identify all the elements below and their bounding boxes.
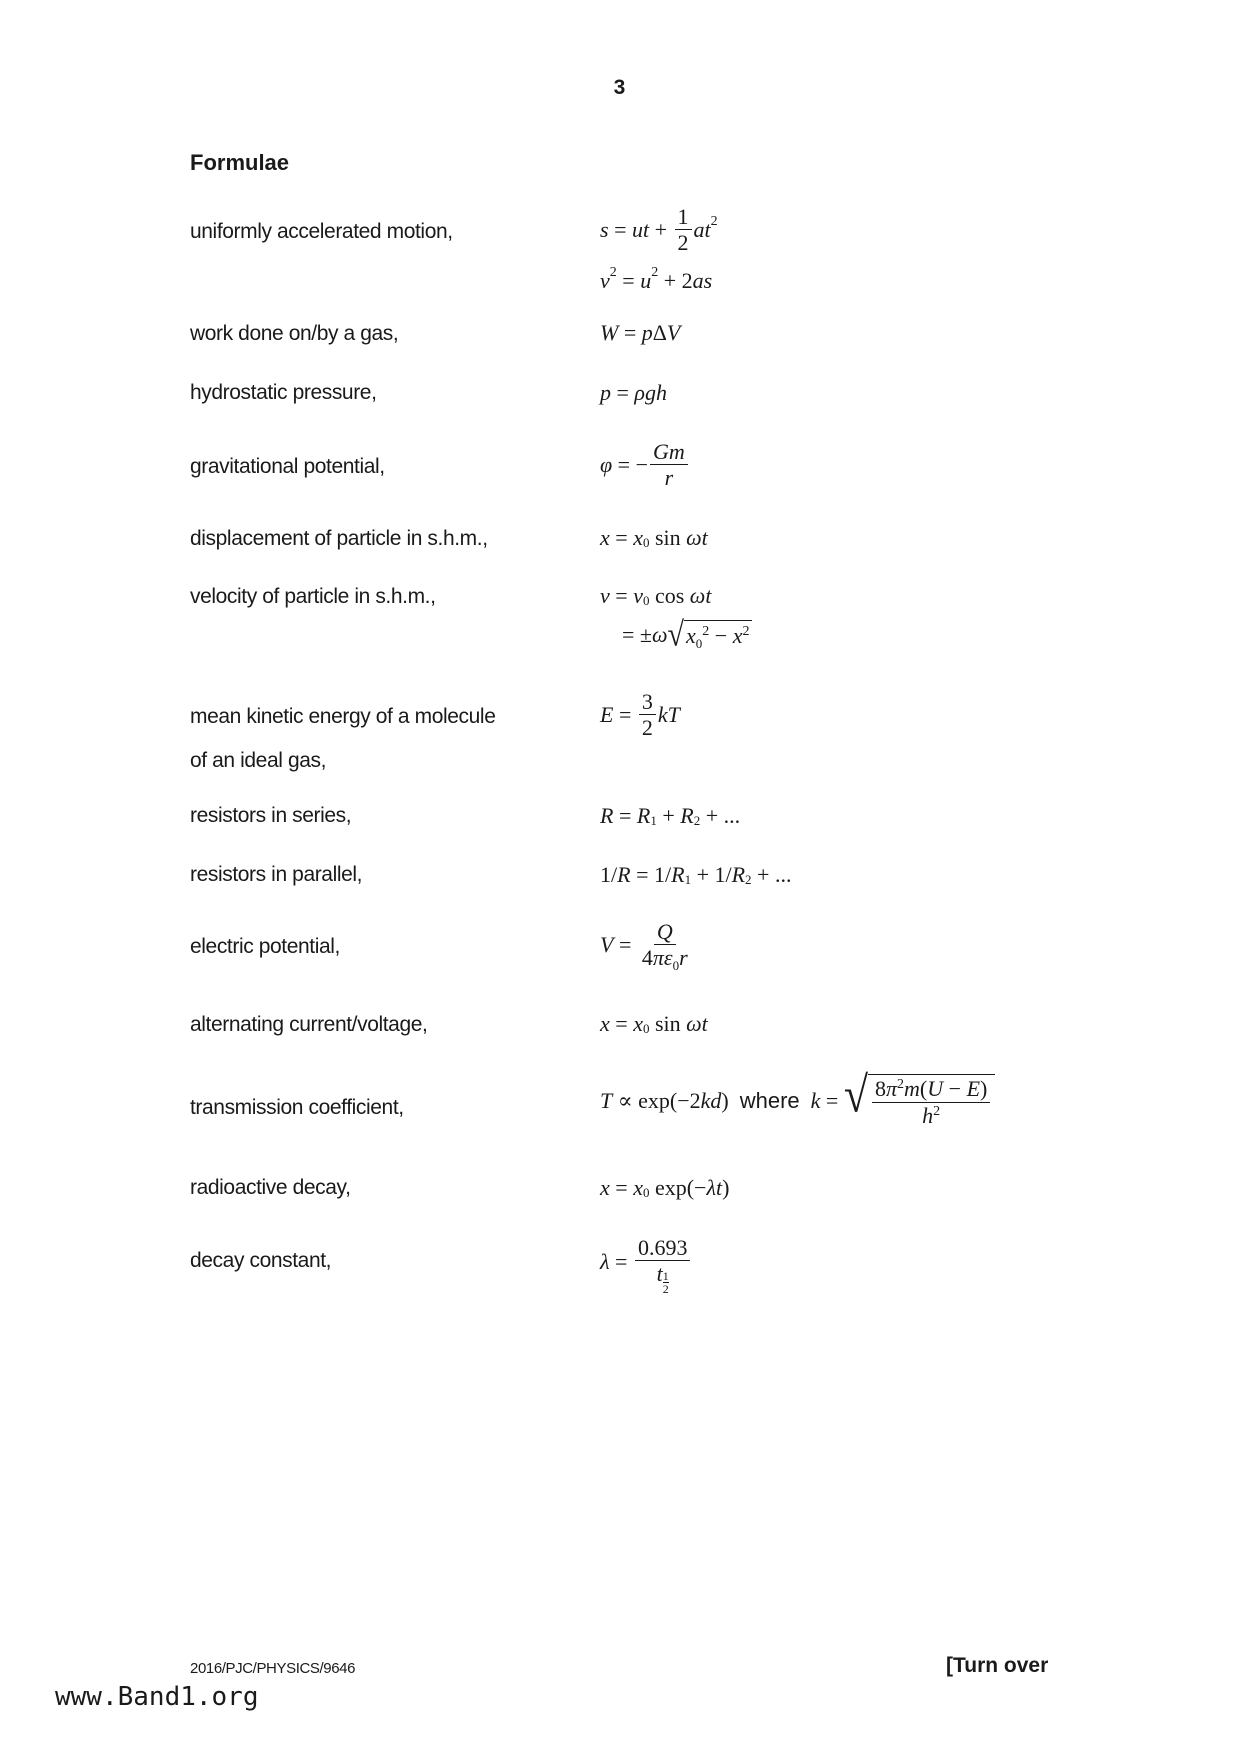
label-gravitational-potential: gravitational potential, bbox=[190, 455, 385, 478]
label-displacement-shm: displacement of particle in s.h.m., bbox=[190, 527, 488, 550]
label-alternating-current: alternating current/voltage, bbox=[190, 1013, 428, 1036]
label-decay-constant: decay constant, bbox=[190, 1249, 332, 1272]
formula-electric-potential: V = $\frac{Q}{4\pi\varepsilon_0r}$ bbox=[600, 919, 688, 974]
paper-code: 2016/PJC/PHYSICS/9646 bbox=[190, 1660, 356, 1677]
formula-resistors-parallel: 1/ R = 1/ R $_1$ + 1/ R $_2$ + ... bbox=[600, 862, 792, 887]
formula-hydrostatic-pressure: p = ρgh bbox=[600, 380, 667, 405]
formula-displacement-suvat: s = ut + $\frac{1}{2}$ at $^2$ bbox=[600, 204, 718, 256]
formula-alternating-current: x = x $_0$ sin ωt bbox=[600, 1011, 708, 1036]
label-radioactive-decay: radioactive decay, bbox=[190, 1176, 351, 1199]
page-number: 3 bbox=[613, 76, 626, 99]
formula-velocity-shm: v = v $_0$ cos ωt bbox=[600, 583, 712, 608]
label-resistors-series: resistors in series, bbox=[190, 804, 352, 827]
label-mean-kinetic-energy-line2: of an ideal gas, bbox=[190, 749, 327, 772]
label-resistors-parallel: resistors in parallel, bbox=[190, 863, 363, 886]
formula-mean-kinetic-energy: E = $\frac{3}{2}$ kT bbox=[600, 689, 680, 741]
label-work-done-gas: work done on/by a gas, bbox=[190, 322, 399, 345]
formula-transmission-coefficient: T ∝ exp(−2 kd ) where k = √ $\frac{8\pi^2m(U - E)}{h^2}$ bbox=[600, 1074, 995, 1127]
label-velocity-shm: velocity of particle in s.h.m., bbox=[190, 585, 436, 608]
formula-velocity-suvat: v $^2$ = u $^2$ + 2 as bbox=[600, 265, 713, 293]
website-watermark: www.Band1.org bbox=[55, 1682, 259, 1712]
section-heading: Formulae bbox=[190, 150, 290, 175]
formula-work-done: W = p Δ V bbox=[600, 320, 681, 345]
formula-velocity-shm-root: = ± ω √ $x_0^2 - x^2$ bbox=[622, 620, 752, 650]
label-mean-kinetic-energy: mean kinetic energy of a molecule bbox=[190, 705, 496, 728]
formula-decay-constant: λ = 0.693 t $\frac{1}{2}$ bbox=[600, 1236, 692, 1289]
label-hydrostatic-pressure: hydrostatic pressure, bbox=[190, 381, 377, 404]
formula-radioactive-decay: x = x $_0$ exp(− λt ) bbox=[600, 1175, 730, 1200]
turn-over-label: [Turn over bbox=[946, 1654, 1049, 1677]
formula-resistors-series: R = R $_1$ + R $_2$ + ... bbox=[600, 803, 741, 828]
formula-gravitational-potential: φ = − $\frac{Gm}{r}$ bbox=[600, 440, 690, 489]
label-transmission-coefficient: transmission coefficient, bbox=[190, 1096, 404, 1119]
label-electric-potential: electric potential, bbox=[190, 935, 340, 958]
label-uniformly-accelerated-motion: uniformly accelerated motion, bbox=[190, 220, 453, 243]
formula-displacement-shm: x = x $_0$ sin ωt bbox=[600, 525, 708, 550]
